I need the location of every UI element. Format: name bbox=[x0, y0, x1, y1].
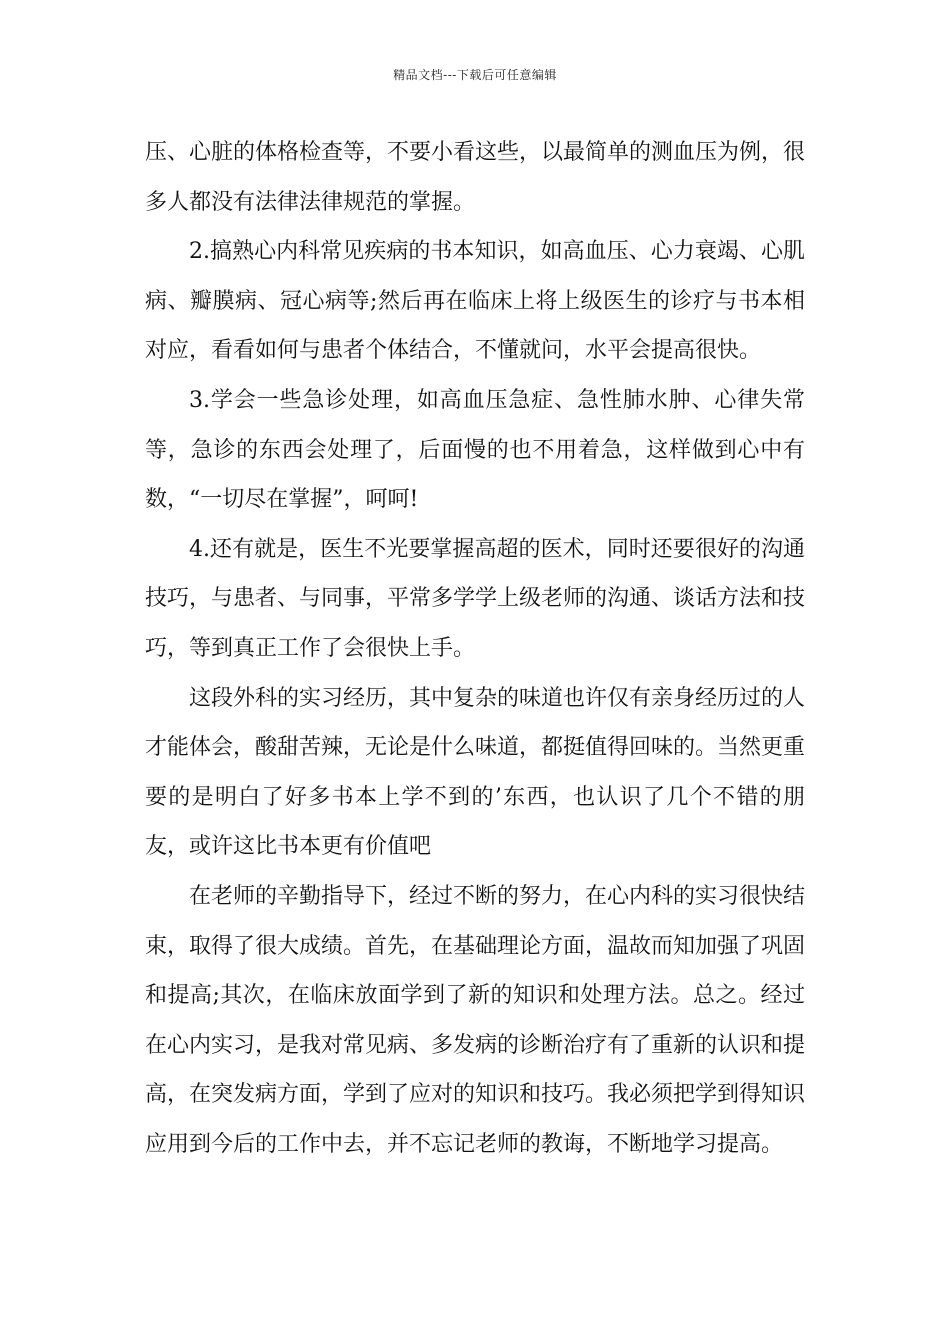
paragraph-continuation: 压、心脏的体格检查等，不要小看这些，以最简单的测血压为例，很多人都没有法律法律规范的掌握。 bbox=[145, 140, 806, 215]
paragraph-surgery-reflection: 这段外科的实习经历，其中复杂的味道也许仅有亲身经历过的人才能体会，酸甜苦辣，无论是什么味道，都挺值得回味的。当然更重要的是明白了好多书本上学不到的’东西，也认识了几个不错的朋友，或许这比书本更有价值吧 bbox=[145, 685, 806, 860]
paragraph-item-2: 2.搞熟心内科常见疾病的书本知识，如高血压、心力衰竭、心肌病、瓣膜病、冠心病等;然后再在临床上将上级医生的诊疗与书本相对应，看看如何与患者个体结合，不懂就问，水平会提高很快。 bbox=[145, 239, 805, 364]
paragraph-item-4: 4.还有就是，医生不光要掌握高超的医术，同时还要很好的沟通技巧，与患者、与同事，平常多学学上级老师的沟通、谈话方法和技巧，等到真正工作了会很快上手。 bbox=[145, 536, 806, 661]
document-body bbox=[145, 128, 805, 1169]
paragraph-cardiology-summary: 在老师的辛勤指导下，经过不断的努力，在心内科的实习很快结束，取得了很大成绩。首先，在基础理论方面，温故而知加强了巩固和提高;其次，在临床放面学到了新的知识和处理方法。总之。经过在心内实习，是我对常见病、多发病的诊断治疗有了重新的认识和提高，在突发病方面，学到了应对的知识和技巧。我必须把学到得知识应用到今后的工作中去，并不忘记老师的教诲，不断地学习提高。 bbox=[145, 883, 806, 1157]
paragraph-item-3: 3.学会一些急诊处理，如高血压急症、急性肺水肿、心律失常等，急诊的东西会处理了，后面慢的也不用着急，这样做到心中有数，“一切尽在掌握”，呵呵! bbox=[145, 387, 805, 513]
page-header: 精品文档---下载后可任意编辑 bbox=[393, 68, 557, 82]
